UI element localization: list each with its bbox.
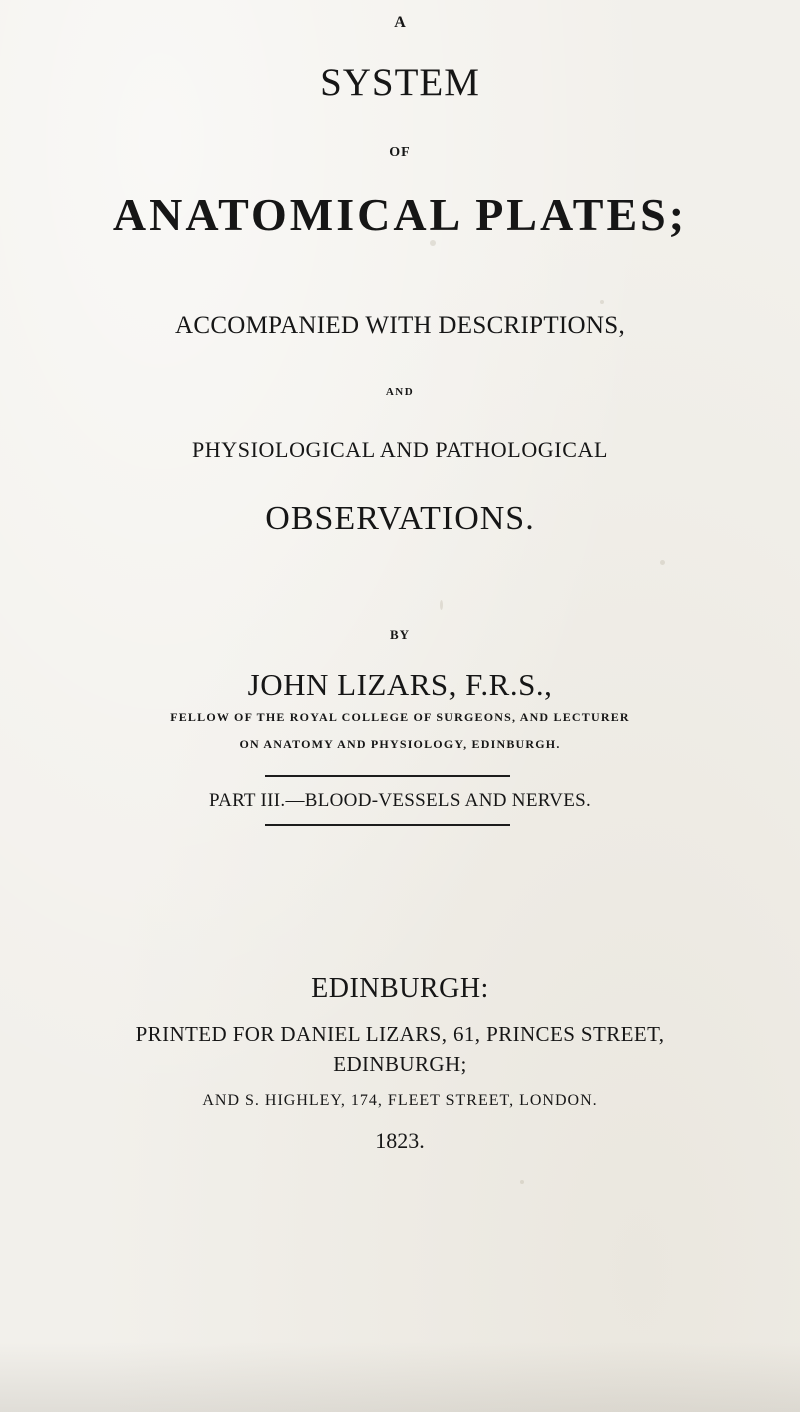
imprint-city-line: EDINBURGH; xyxy=(333,1052,467,1076)
article-a: A xyxy=(394,14,406,31)
imprint-co-publisher: AND S. HIGHLEY, 174, FLEET STREET, LONDON. xyxy=(202,1092,598,1109)
part-heading: PART III.—BLOOD-VESSELS AND NERVES. xyxy=(208,790,592,811)
author-name: JOHN LIZARS, F.R.S., xyxy=(247,667,553,702)
subtitle-and: AND xyxy=(385,386,415,398)
foxing-spot xyxy=(520,1180,524,1184)
title-of: OF xyxy=(389,145,411,160)
title-system: SYSTEM xyxy=(320,61,480,104)
divider-rule xyxy=(265,824,510,826)
subtitle-accompanied: ACCOMPANIED WITH DESCRIPTIONS, xyxy=(174,312,625,339)
imprint-year: 1823. xyxy=(375,1128,425,1153)
subtitle-observations: OBSERVATIONS. xyxy=(265,500,535,537)
byline-by: BY xyxy=(389,627,411,642)
imprint-city: EDINBURGH: xyxy=(311,973,489,1004)
subtitle-physiological: PHYSIOLOGICAL AND PATHOLOGICAL xyxy=(191,437,609,462)
foxing-spot xyxy=(660,560,665,565)
page-edge-shadow xyxy=(0,1342,800,1412)
foxing-spot xyxy=(600,300,604,304)
author-credentials-line-1: FELLOW OF THE ROYAL COLLEGE OF SURGEONS, AND LECTURER xyxy=(170,710,630,724)
divider-rule xyxy=(265,775,510,777)
title-anatomical-plates: ANATOMICAL PLATES; xyxy=(112,189,688,240)
author-credentials-line-2: ON ANATOMY AND PHYSIOLOGY, EDINBURGH. xyxy=(239,737,561,751)
foxing-spot xyxy=(440,600,443,610)
imprint-printed-for: PRINTED FOR DANIEL LIZARS, 61, PRINCES STREET, xyxy=(135,1022,665,1046)
